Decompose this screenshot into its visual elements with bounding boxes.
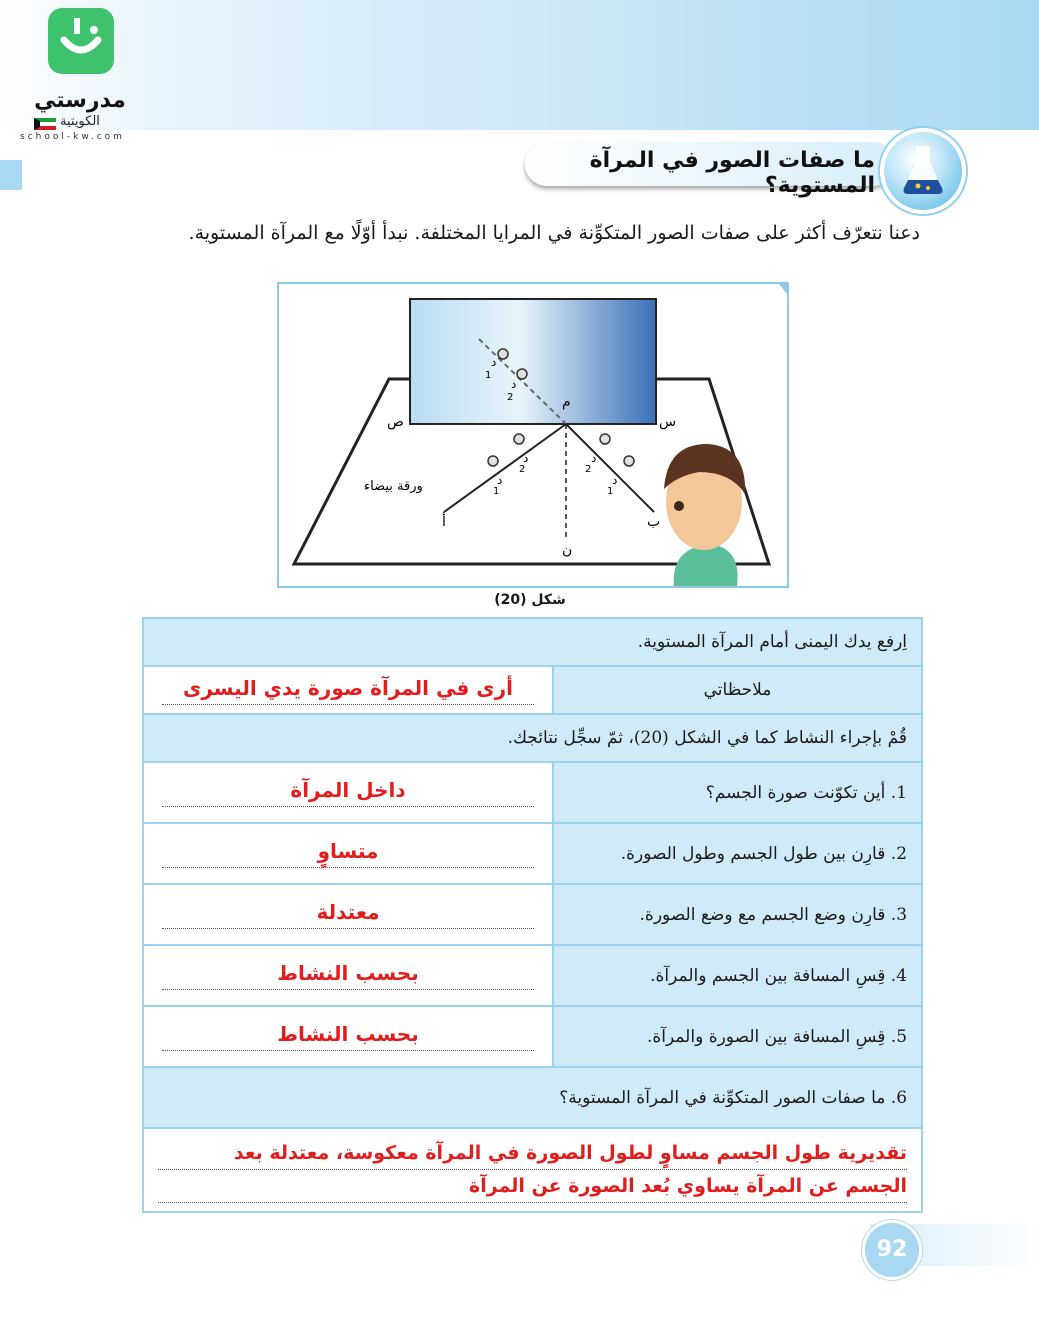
- intro-paragraph: دعنا نتعرّف أكثر على صفات الصور المتكوِّنة في المرايا المختلفة. نبدأ أوّلًا مع المرآة المستوية.: [188, 222, 920, 244]
- figure-caption: شكل (20): [494, 592, 566, 608]
- label-sub: 1: [607, 486, 614, 497]
- answer-1-cell: [143, 762, 553, 823]
- answer-4: بحسب النشاط: [162, 961, 534, 990]
- observations-answer: [143, 666, 553, 714]
- question-6: 6. ما صفات الصور المتكوِّنة في المرآة المستوية؟: [143, 1067, 922, 1128]
- answer-2: متساوٍ: [162, 839, 534, 868]
- activity-table: [142, 617, 923, 1213]
- label-sub: 2: [519, 464, 526, 475]
- label-s: س: [659, 414, 677, 430]
- label-sub: 1: [485, 370, 492, 381]
- header-band: [0, 0, 1039, 130]
- answer-2-cell: [143, 823, 553, 884]
- label-a: أ: [442, 514, 446, 530]
- question-5: 5. قِسِ المسافة بين الصورة والمرآة.: [553, 1006, 922, 1067]
- label-d: د: [491, 355, 497, 369]
- label-paper: ورقة بيضاء: [364, 479, 423, 494]
- logo-name: مدرستي: [34, 88, 126, 113]
- answer-1: داخل المرآة: [162, 778, 534, 807]
- figure-20: [277, 282, 789, 588]
- label-d: د: [591, 451, 597, 465]
- plane-mirror: [410, 299, 656, 424]
- label-sad: ص: [387, 414, 404, 430]
- flask-icon: [880, 128, 966, 214]
- answer-5-cell: [143, 1006, 553, 1067]
- logo-subtitle: الكويتية: [60, 114, 100, 129]
- label-b: ب: [647, 514, 661, 530]
- label-n: ن: [562, 542, 573, 558]
- question-1: 1. أين تكوّنت صورة الجسم؟: [553, 762, 922, 823]
- observations-label: ملاحظاتي: [553, 666, 922, 714]
- label-m: م: [562, 394, 571, 410]
- question-2: 2. قارِن بين طول الجسم وطول الصورة.: [553, 823, 922, 884]
- logo-url: school-kw.com: [20, 132, 125, 142]
- label-sub: 2: [585, 464, 592, 475]
- label-d: د: [612, 473, 618, 487]
- section-title: ما صفات الصور في المرآة المستوية؟: [589, 148, 875, 198]
- label-sub: 1: [493, 486, 500, 497]
- answer-6-line1: تقديرية طول الجسم مساوٍ لطول الصورة في المرآة معكوسة، معتدلة بعد: [158, 1137, 907, 1170]
- label-d: د: [497, 473, 503, 487]
- answer-5: بحسب النشاط: [162, 1022, 534, 1051]
- intro-row: اِرفع يدك اليمنى أمام المرآة المستوية.: [143, 618, 922, 666]
- answer-6-cell: [143, 1128, 922, 1212]
- logo-icon: [48, 8, 114, 74]
- site-logo[interactable]: [20, 8, 150, 143]
- instruction-row: قُمْ بإجراء النشاط كما في الشكل (20)، ثمّ سجِّل نتائجك.: [143, 714, 922, 762]
- label-sub: 2: [507, 392, 514, 403]
- answer-text: أرى في المرآة صورة يدي اليسرى: [162, 676, 534, 705]
- label-d: د: [511, 377, 517, 391]
- side-tab: [0, 160, 22, 190]
- answer-3: معتدلة: [162, 900, 534, 929]
- answer-4-cell: [143, 945, 553, 1006]
- question-4: 4. قِسِ المسافة بين الجسم والمرآة.: [553, 945, 922, 1006]
- answer-3-cell: [143, 884, 553, 945]
- answer-6-line2: الجسم عن المرآة يساوي بُعد الصورة عن المرآة: [158, 1170, 907, 1203]
- page-number: 92: [862, 1220, 922, 1280]
- question-3: 3. قارِن وضع الجسم مع وضع الصورة.: [553, 884, 922, 945]
- mirror-diagram: [279, 284, 787, 586]
- label-d: د: [523, 451, 529, 465]
- flag-icon: [34, 118, 56, 130]
